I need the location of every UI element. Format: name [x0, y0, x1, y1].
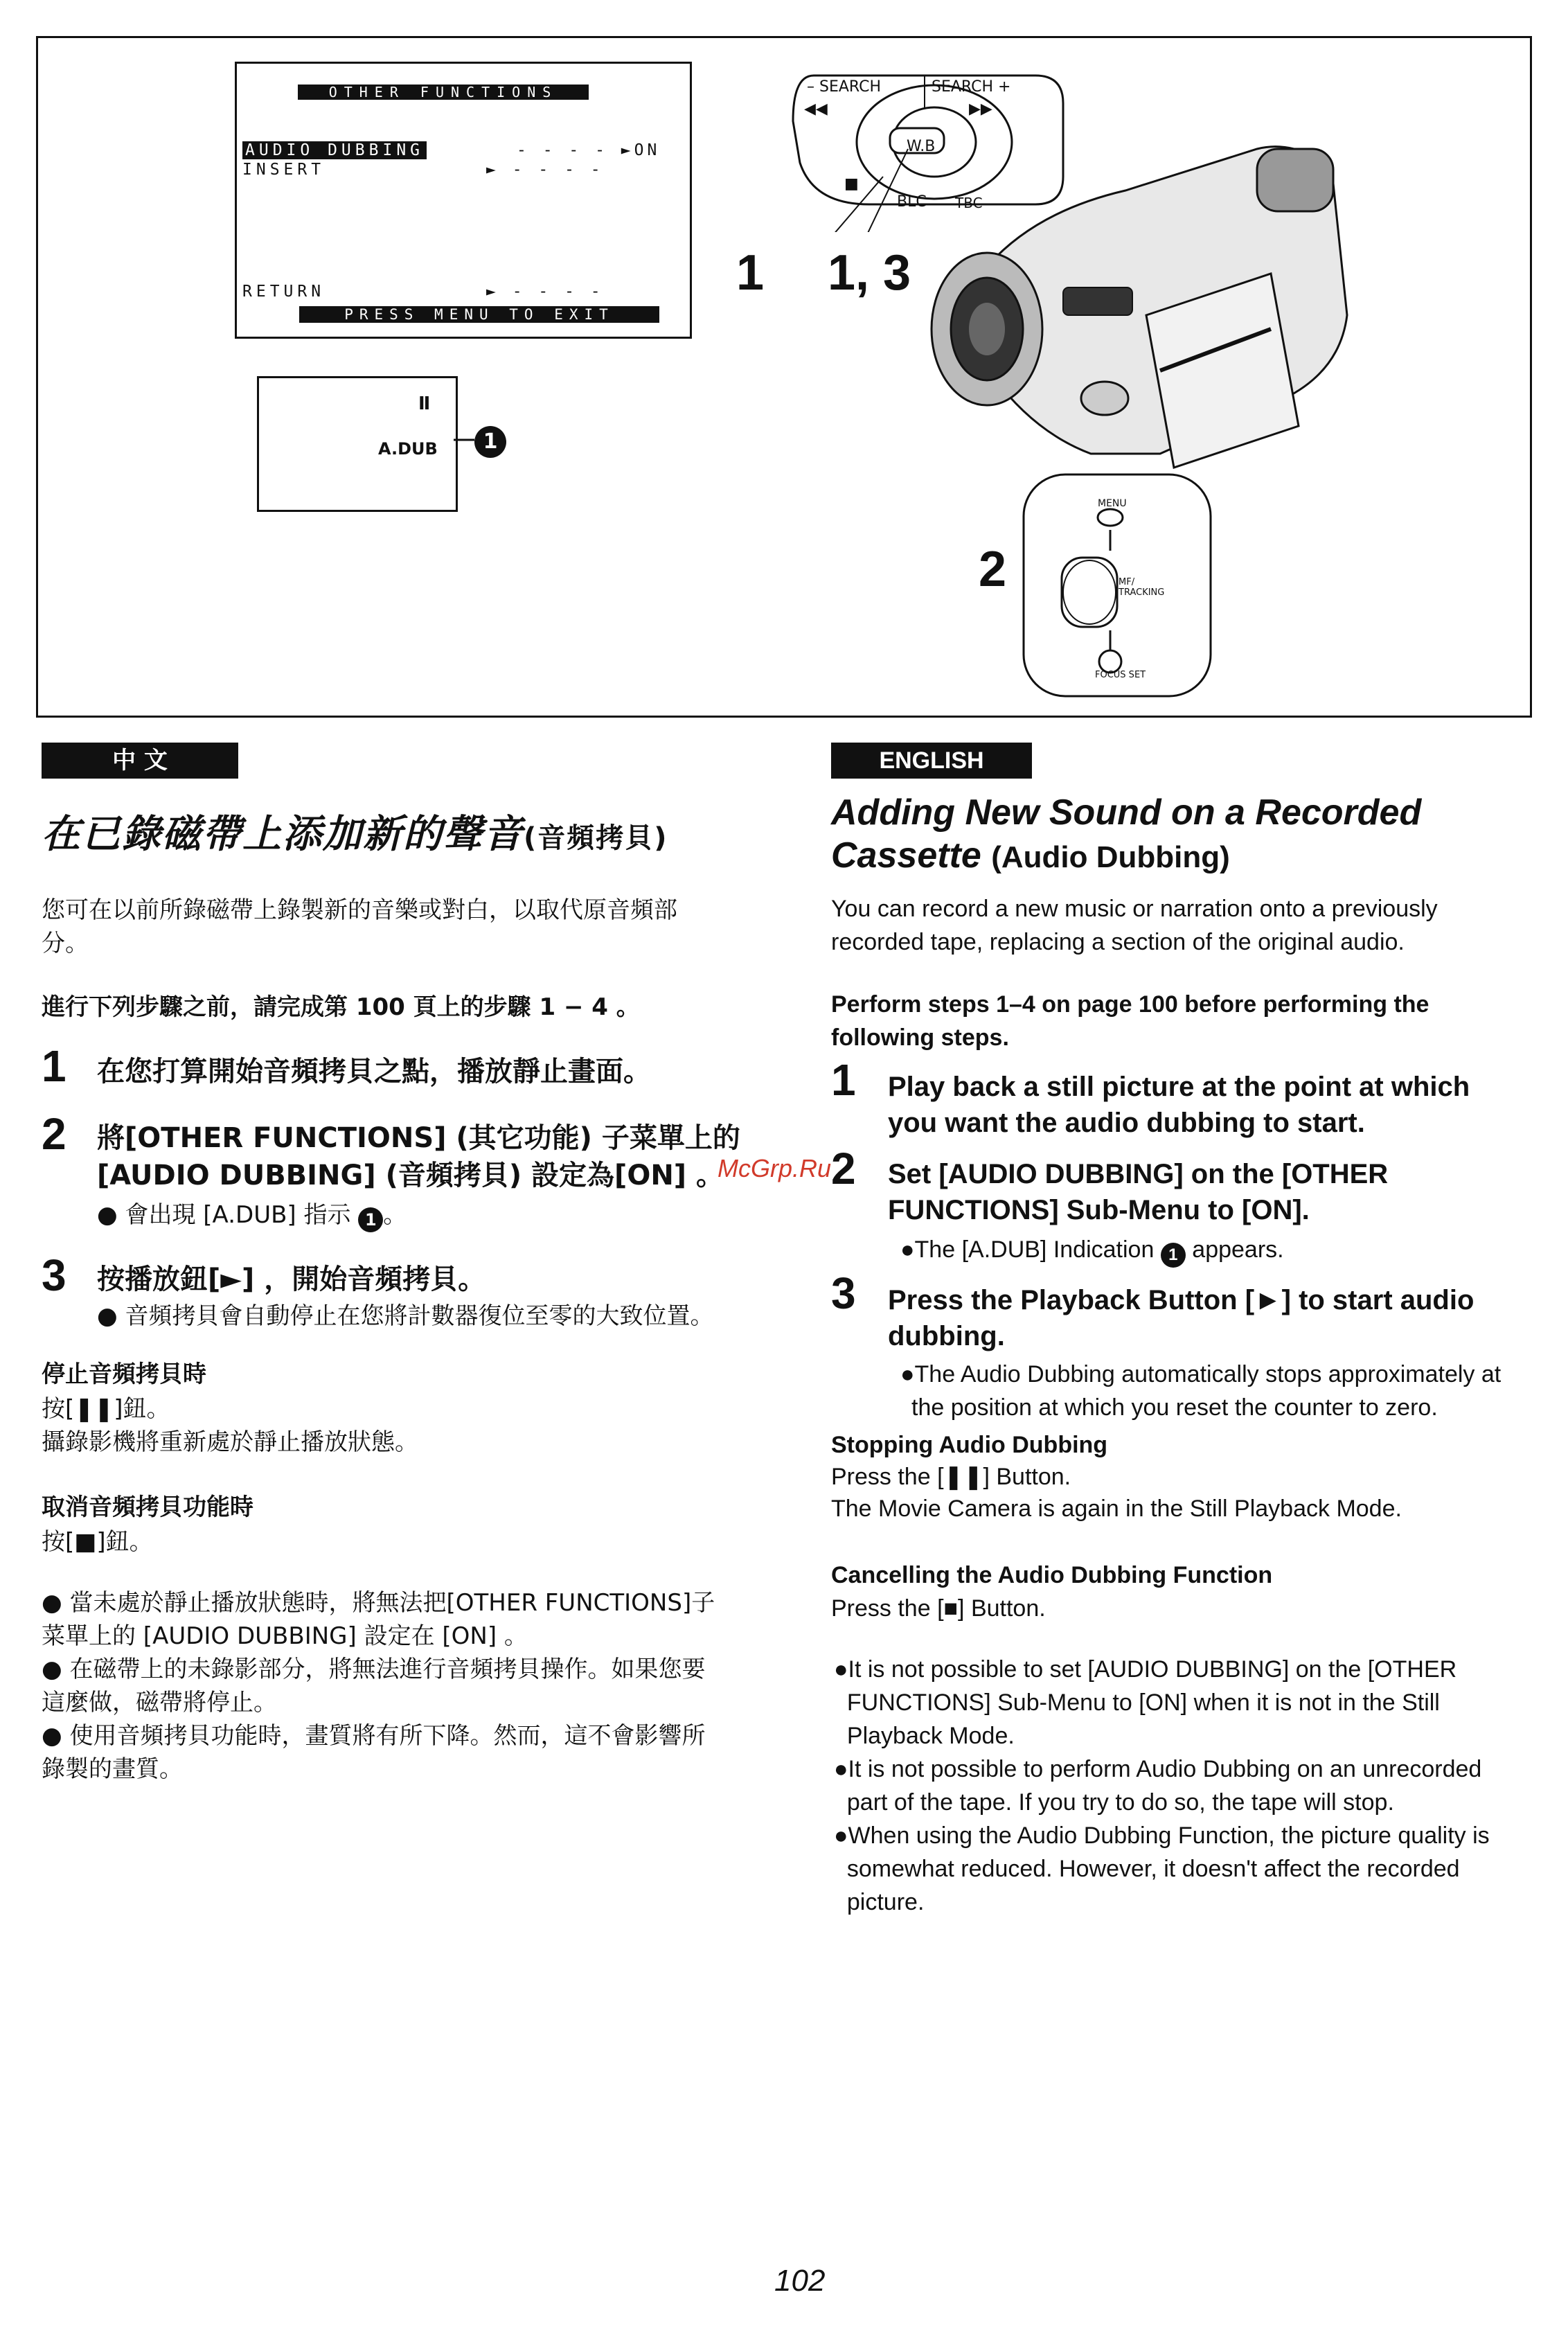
chinese-step-3-note: ● 音頻拷貝會自動停止在您將計數器復位至零的大致位置。	[97, 1302, 714, 1330]
english-step-3-note: ●The Audio Dubbing automatically stops approximately at	[900, 1361, 1502, 1387]
callout-1: 1	[474, 426, 506, 458]
rewind-icon: ◀◀	[804, 100, 828, 118]
menu-title: OTHER FUNCTIONS	[298, 85, 589, 100]
chinese-step-2-line: [AUDIO DUBBING] (音頻拷貝) 設定為[ON] 。	[97, 1160, 724, 1191]
menu-row-insert: INSERT	[242, 161, 326, 179]
english-step-1-line: Play back a still picture at the point at which	[888, 1072, 1470, 1102]
chinese-step-1: 在您打算開始音頻拷貝之點，播放靜止畫面。	[97, 1056, 651, 1088]
english-note-line: FUNCTIONS] Sub-Menu to [ON] when it is not in the Still	[834, 1689, 1440, 1716]
menu-label: MENU	[1098, 498, 1127, 509]
playback-screen	[257, 376, 458, 512]
english-title-line: Adding New Sound on a Recorded	[831, 792, 1422, 833]
page-number: 102	[774, 2264, 826, 2298]
english-stop-line: Press the [❚❚] Button.	[831, 1464, 1071, 1490]
english-prereq-line: Perform steps 1–4 on page 100 before performing the	[831, 991, 1429, 1018]
fast-forward-icon: ▶▶	[969, 100, 992, 118]
chinese-note-line: 菜單上的 [AUDIO DUBBING] 設定在 [ON] 。	[42, 1622, 528, 1650]
wb-label: W.B	[907, 138, 936, 155]
chinese-title	[42, 804, 668, 859]
blc-label: BLC	[897, 193, 927, 211]
english-step-number: 2	[831, 1144, 856, 1194]
chinese-cancel-line: 按[■]鈕。	[42, 1528, 153, 1556]
english-prereq-line: following steps.	[831, 1024, 1009, 1051]
focus-set-label: FOCUS SET	[1095, 670, 1146, 680]
menu-footer: PRESS MENU TO EXIT	[299, 306, 659, 323]
watermark: McGrp.Ru	[718, 1154, 832, 1182]
english-note-line: picture.	[834, 1889, 925, 1915]
chinese-note-line: 這麼做，磁帶將停止。	[42, 1689, 277, 1717]
chinese-cancel-heading: 取消音頻拷貝功能時	[42, 1493, 253, 1521]
menu-row-audio-dubbing	[242, 141, 427, 159]
chinese-prereq: 進行下列步驟之前，請完成第 100 頁上的步驟 1 − 4 。	[42, 993, 640, 1021]
english-cancel-heading: Cancelling the Audio Dubbing Function	[831, 1562, 1273, 1588]
english-language-header: ENGLISH	[831, 743, 1032, 779]
english-step-number: 1	[831, 1055, 856, 1105]
tracking-label: MF/ TRACKING	[1119, 577, 1165, 598]
english-note-line: ●It is not possible to perform Audio Dubbing on an unrecorded	[834, 1756, 1482, 1782]
english-step-2-line: FUNCTIONS] Sub-Menu to [ON].	[888, 1195, 1310, 1225]
english-note-line: part of the tape. If you try to do so, the tape will stop.	[834, 1789, 1394, 1816]
chinese-step-3: 按播放鈕[►] ，開始音頻拷貝。	[97, 1263, 486, 1295]
chinese-stop-line: 攝錄影機將重新處於靜止播放狀態。	[42, 1428, 418, 1456]
english-note-line: ●When using the Audio Dubbing Function, the picture quality is	[834, 1822, 1490, 1849]
english-note-line: somewhat reduced. However, it doesn't affect the recorded	[834, 1856, 1460, 1882]
chinese-notes	[42, 1586, 776, 1786]
step-label-2: 2	[979, 542, 1007, 597]
english-stop-heading: Stopping Audio Dubbing	[831, 1432, 1108, 1458]
chinese-title-main: 在已錄磁帶上添加新的聲音	[42, 812, 524, 857]
adub-indicator: A.DUB	[378, 439, 438, 459]
stop-icon: ■	[844, 175, 859, 193]
step-label-1-3: 1, 3	[828, 245, 911, 301]
chinese-step-number: 3	[42, 1250, 66, 1300]
tbc-label: TBC	[955, 195, 983, 211]
chinese-stop-heading: 停止音頻拷貝時	[42, 1360, 206, 1388]
step-label-1: 1	[736, 245, 765, 301]
english-notes	[834, 1653, 1526, 1919]
chinese-title-sub: (音頻拷貝)	[524, 822, 668, 854]
chinese-intro-line: 您可在以前所錄磁帶上錄製新的音樂或對白，以取代原音頻部	[42, 896, 677, 924]
menu-row-value: ► - - - -	[486, 283, 604, 301]
callout-1-icon: 1	[358, 1207, 383, 1232]
english-note-line: Playback Mode.	[834, 1723, 1015, 1749]
english-step-1-line: you want the audio dubbing to start.	[888, 1108, 1365, 1138]
pause-indicator: II	[418, 393, 429, 414]
english-step-3-note: the position at which you reset the counter to zero.	[911, 1394, 1438, 1421]
search-plus-label: SEARCH +	[932, 78, 1011, 96]
english-note-line: ●It is not possible to set [AUDIO DUBBING] on the [OTHER	[834, 1656, 1457, 1683]
chinese-step-2-note: ● 會出現 [A.DUB] 指示 1 。	[97, 1198, 407, 1232]
chinese-note-line: 錄製的畫質。	[42, 1755, 183, 1783]
chinese-step-number: 1	[42, 1041, 66, 1091]
chinese-note-line: ● 在磁帶上的未錄影部分，將無法進行音頻拷貝操作。如果您要	[42, 1656, 706, 1683]
menu-row-return: RETURN	[242, 283, 326, 301]
english-step-2-note: ●The [A.DUB] Indication 1 appears.	[900, 1233, 1284, 1268]
english-step-2-line: Set [AUDIO DUBBING] on the [OTHER	[888, 1159, 1389, 1189]
english-title-sub: (Audio Dubbing)	[991, 840, 1230, 874]
chinese-intro-line: 分。	[42, 930, 89, 957]
chinese-stop-line: 按[❚❚]鈕。	[42, 1395, 170, 1423]
callout-1-icon: 1	[1161, 1243, 1186, 1268]
menu-row-label: AUDIO DUBBING	[242, 141, 427, 159]
chinese-language-header: 中 文	[42, 743, 238, 779]
menu-row-value: ► - - - -	[486, 161, 604, 179]
english-step-3-line: Press the Playback Button [►] to start audio	[888, 1285, 1475, 1315]
chinese-step-number: 2	[42, 1109, 66, 1159]
english-step-3-line: dubbing.	[888, 1321, 1005, 1351]
english-stop-line: The Movie Camera is again in the Still Playback Mode.	[831, 1496, 1402, 1522]
english-title-line	[831, 834, 1230, 879]
english-cancel-line: Press the [■] Button.	[831, 1595, 1046, 1622]
chinese-note-line: ● 使用音頻拷貝功能時，畫質將有所下降。然而，這不會影響所	[42, 1722, 706, 1750]
illustration-panel	[36, 36, 1532, 718]
english-intro-line: You can record a new music or narration onto a previously	[831, 896, 1438, 922]
menu-row-value: - - - - ►ON	[517, 141, 661, 159]
chinese-step-2-line: 將[OTHER FUNCTIONS] (其它功能) 子菜單上的	[97, 1122, 740, 1154]
menu-screen	[235, 62, 692, 339]
chinese-note-line: ● 當未處於靜止播放狀態時，將無法把[OTHER FUNCTIONS]子	[42, 1589, 715, 1617]
search-minus-label: – SEARCH	[807, 78, 882, 96]
english-title-main: Cassette	[831, 835, 981, 876]
english-step-number: 3	[831, 1268, 856, 1318]
english-intro-line: recorded tape, replacing a section of the original audio.	[831, 929, 1405, 955]
